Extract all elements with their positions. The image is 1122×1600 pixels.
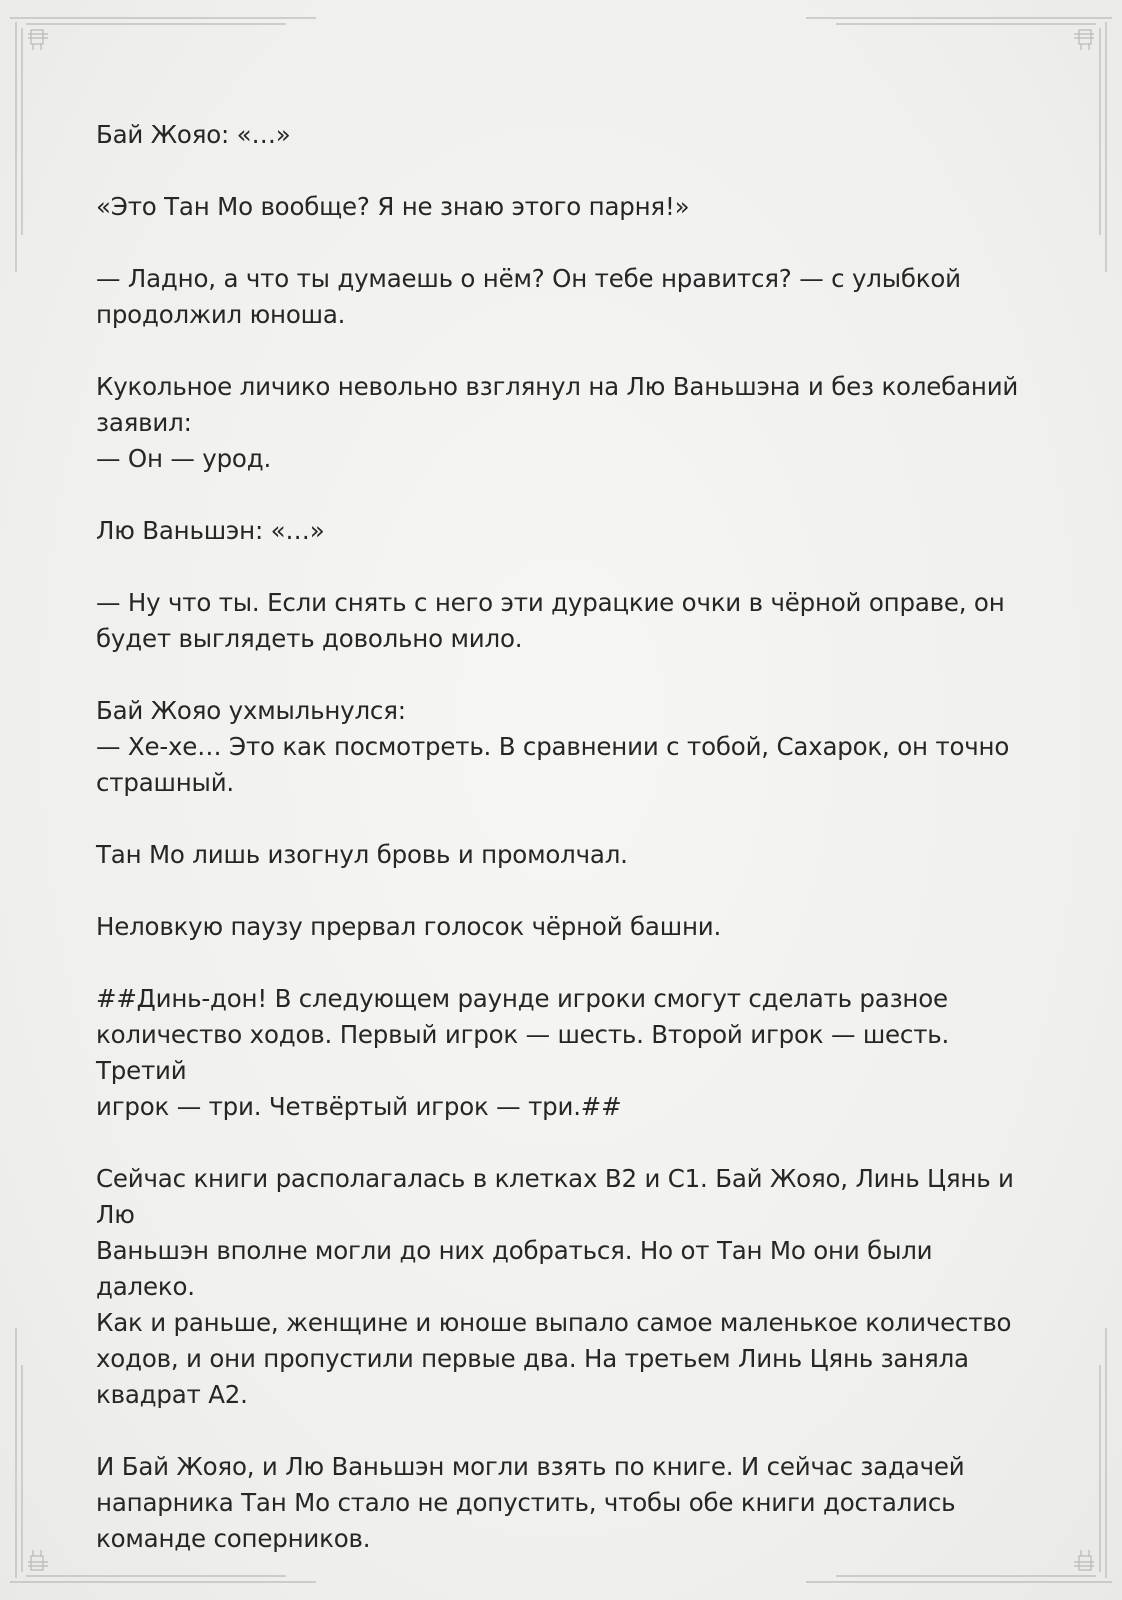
text-line: Лю Ваньшэн: «…» — [96, 516, 325, 545]
text-line: Как и раньше, женщине и юноше выпало самое маленькое количество — [96, 1308, 1012, 1337]
text-line: игрок — три. Четвёртый игрок — три.## — [96, 1092, 622, 1121]
paragraph-12 — [96, 1449, 1026, 1557]
text-line: Тан Мо лишь изогнул бровь и промолчал. — [96, 840, 628, 869]
paragraph-4 — [96, 369, 1026, 477]
paragraph-1 — [96, 117, 1026, 153]
text-line: продолжил юноша. — [96, 300, 346, 329]
text-line: Ваньшэн вполне могли до них добраться. Но от Тан Мо они были далеко. — [96, 1236, 933, 1301]
text-line: команде соперников. — [96, 1524, 371, 1553]
text-line: заявил: — [96, 408, 192, 437]
text-line: будет выглядеть довольно мило. — [96, 624, 523, 653]
text-line: Бай Жояо ухмыльнулся: — [96, 696, 406, 725]
text-line: «Это Тан Мо вообще? Я не знаю этого парня!» — [96, 192, 690, 221]
text-line: ##Динь-дон! В следующем раунде игроки смогут сделать разное — [96, 984, 948, 1013]
text-line: количество ходов. Первый игрок — шесть. Второй игрок — шесть. Третий — [96, 1020, 950, 1085]
paragraph-9 — [96, 909, 1026, 945]
text-line: — Он — урод. — [96, 444, 272, 473]
text-line: И Бай Жояо, и Лю Ваньшэн могли взять по книге. И сейчас задачей — [96, 1452, 965, 1481]
text-line: ходов, и они пропустили первые два. На третьем Линь Цянь заняла — [96, 1344, 969, 1373]
paragraph-5 — [96, 513, 1026, 549]
text-line: — Хе-хе… Это как посмотреть. В сравнении с тобой, Сахарок, он точно — [96, 732, 1010, 761]
text-line: напарника Тан Мо стало не допустить, чтобы обе книги достались — [96, 1488, 956, 1517]
paragraph-7 — [96, 693, 1026, 801]
text-line: Бай Жояо: «…» — [96, 120, 291, 149]
text-line: страшный. — [96, 768, 234, 797]
text-line: Сейчас книги располагалась в клетках B2 и C1. Бай Жояо, Линь Цянь и Лю — [96, 1164, 1014, 1229]
text-line: — Ладно, а что ты думаешь о нём? Он тебе нравится? — с улыбкой — [96, 264, 961, 293]
paragraph-3 — [96, 261, 1026, 333]
text-line: Кукольное личико невольно взглянул на Лю Ваньшэна и без колебаний — [96, 372, 1019, 401]
text-line: квадрат А2. — [96, 1380, 248, 1409]
paragraph-10 — [96, 981, 1026, 1125]
paragraph-2 — [96, 189, 1026, 225]
text-line: — Ну что ты. Если снять с него эти дурацкие очки в чёрной оправе, он — [96, 588, 1005, 617]
paragraph-8 — [96, 837, 1026, 873]
document-body — [96, 117, 1026, 1593]
text-line: Неловкую паузу прервал голосок чёрной башни. — [96, 912, 722, 941]
paragraph-6 — [96, 585, 1026, 657]
paragraph-11 — [96, 1161, 1026, 1413]
